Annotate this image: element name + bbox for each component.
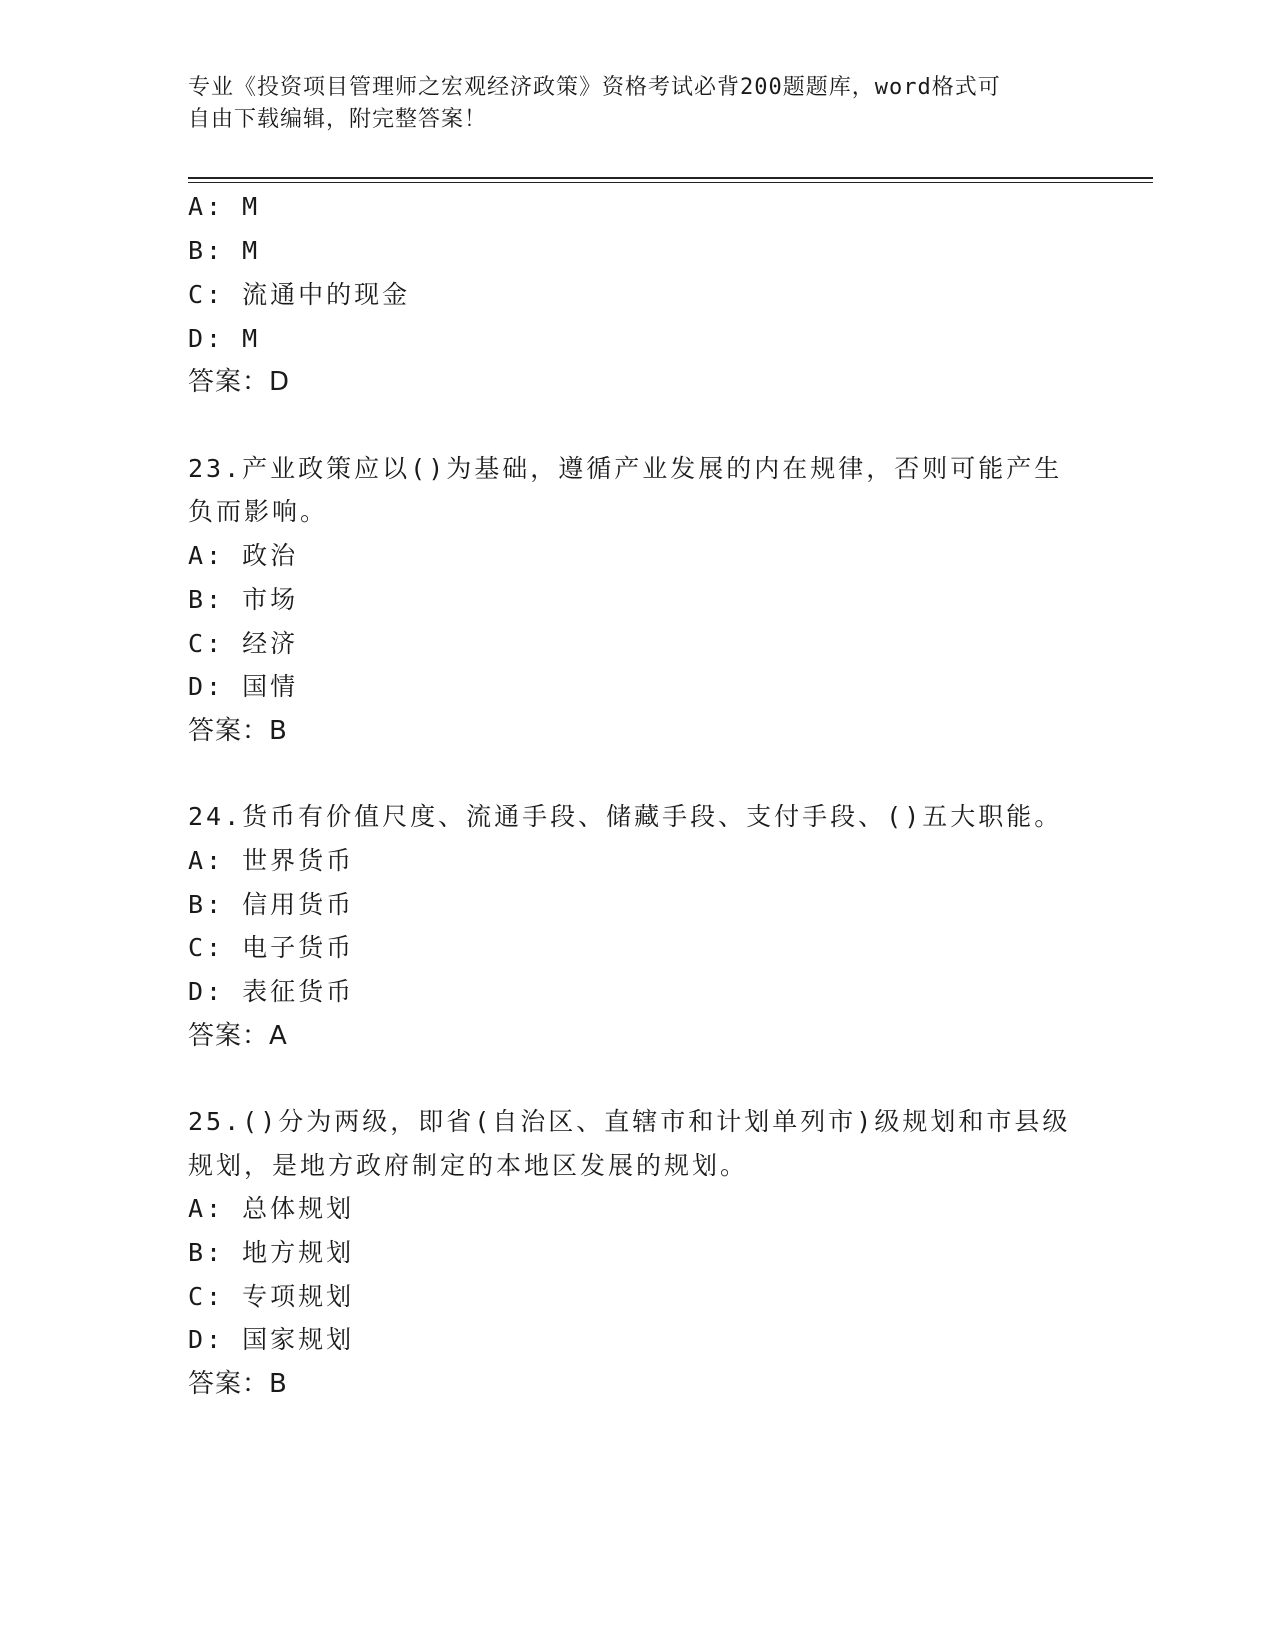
q23-option-d: D: 国情 xyxy=(188,672,299,701)
q24-answer: 答案：A xyxy=(188,1021,288,1051)
q25-answer: 答案：B xyxy=(188,1369,288,1399)
header-line-1: 专业《投资项目管理师之宏观经济政策》资格考试必背200题题库，word格式可 xyxy=(188,75,1001,100)
q22-option-a: A: M xyxy=(188,192,261,221)
q24-option-c: C: 电子货币 xyxy=(188,933,355,962)
q23-option-a: A: 政治 xyxy=(188,541,299,570)
q23-stem-line-2: 负而影响。 xyxy=(188,497,329,526)
q25-option-c: C: 专项规划 xyxy=(188,1282,355,1311)
q23-answer: 答案：B xyxy=(188,716,288,746)
q24-option-a: A: 世界货币 xyxy=(188,846,355,875)
q24-option-d: D: 表征货币 xyxy=(188,977,355,1006)
header-rule-thin xyxy=(188,182,1153,183)
q22-option-b: B: M xyxy=(188,236,261,265)
q24-stem-line-1: 24.货币有价值尺度、流通手段、储藏手段、支付手段、()五大职能。 xyxy=(188,802,1063,831)
header-rule-thick xyxy=(188,177,1153,179)
q25-stem-line-2: 规划，是地方政府制定的本地区发展的规划。 xyxy=(188,1151,749,1180)
q23-option-b: B: 市场 xyxy=(188,585,299,614)
q22-answer: 答案：D xyxy=(188,367,291,397)
q25-option-b: B: 地方规划 xyxy=(188,1238,355,1267)
q25-option-a: A: 总体规划 xyxy=(188,1194,355,1223)
q24-option-b: B: 信用货币 xyxy=(188,890,355,919)
q22-option-c: C: 流通中的现金 xyxy=(188,280,411,309)
q22-option-d: D: M xyxy=(188,324,261,353)
q25-option-d: D: 国家规划 xyxy=(188,1325,355,1354)
q23-option-c: C: 经济 xyxy=(188,629,299,658)
q25-stem-line-1: 25.()分为两级，即省(自治区、直辖市和计划单列市)级规划和市县级 xyxy=(188,1107,1071,1136)
header-line-2: 自由下载编辑，附完整答案！ xyxy=(188,107,488,132)
document-header xyxy=(188,72,1088,136)
q23-stem-line-1: 23.产业政策应以()为基础，遵循产业发展的内在规律，否则可能产生 xyxy=(188,454,1063,483)
